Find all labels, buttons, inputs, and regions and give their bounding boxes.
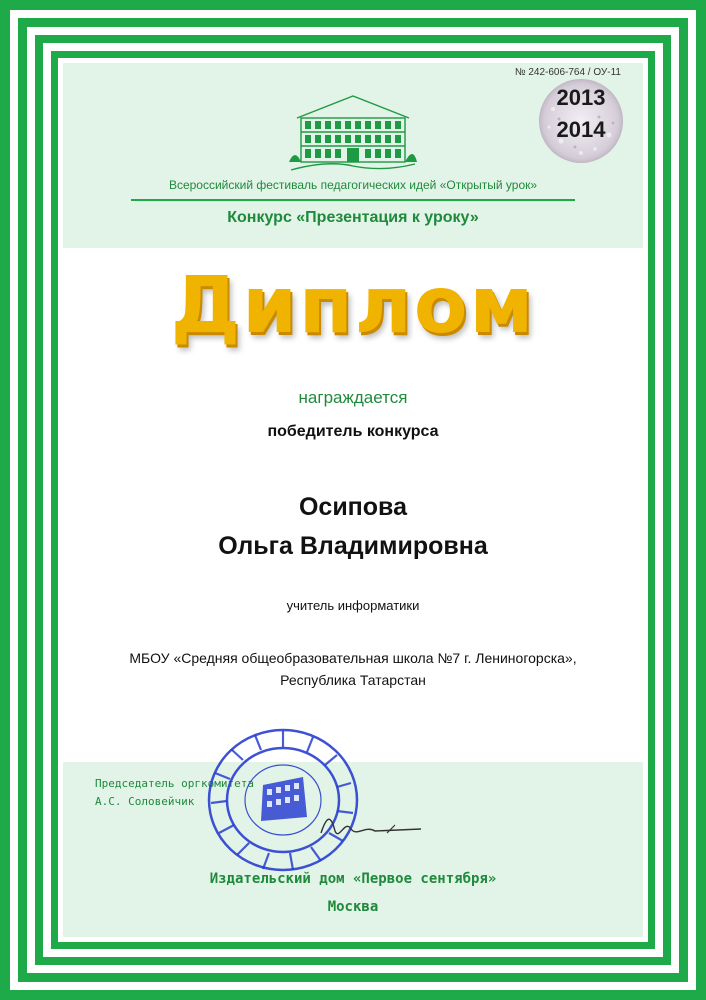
diploma-title: Диплом	[170, 261, 536, 351]
year-end: 2014	[556, 117, 606, 142]
award-type: победитель конкурса	[267, 423, 439, 440]
festival-name: Всероссийский фестиваль педагогических идей «Открытый урок»	[168, 178, 538, 192]
festival-divider	[131, 199, 575, 201]
recipient-given-names: Ольга Владимировна	[218, 532, 488, 560]
recipient-position: учитель информатики	[286, 598, 420, 613]
diploma-body	[63, 63, 643, 937]
publisher-name: Издательский дом «Первое сентября»	[209, 871, 497, 887]
recipient-surname: Осипова	[298, 493, 408, 521]
building-icon	[287, 88, 419, 174]
signature-mark	[317, 811, 427, 841]
publisher-city: Москва	[327, 899, 379, 915]
school-line-2: Республика Татарстан	[280, 672, 426, 688]
awarded-label: награждается	[298, 388, 408, 407]
contest-name: Конкурс «Презентация к уроку»	[227, 209, 479, 226]
chair-name: А.С. Соловейчик	[95, 795, 195, 808]
year-badge	[539, 79, 623, 163]
school-line-1: МБОУ «Средняя общеобразовательная школа №7 г. Лениногорска»,	[129, 650, 577, 666]
document-number: № 242-606-764 / ОУ-11	[514, 67, 621, 78]
chair-title: Председатель оргкомитета	[95, 777, 254, 790]
seal-stamp	[203, 725, 363, 875]
year-start: 2013	[556, 85, 606, 110]
